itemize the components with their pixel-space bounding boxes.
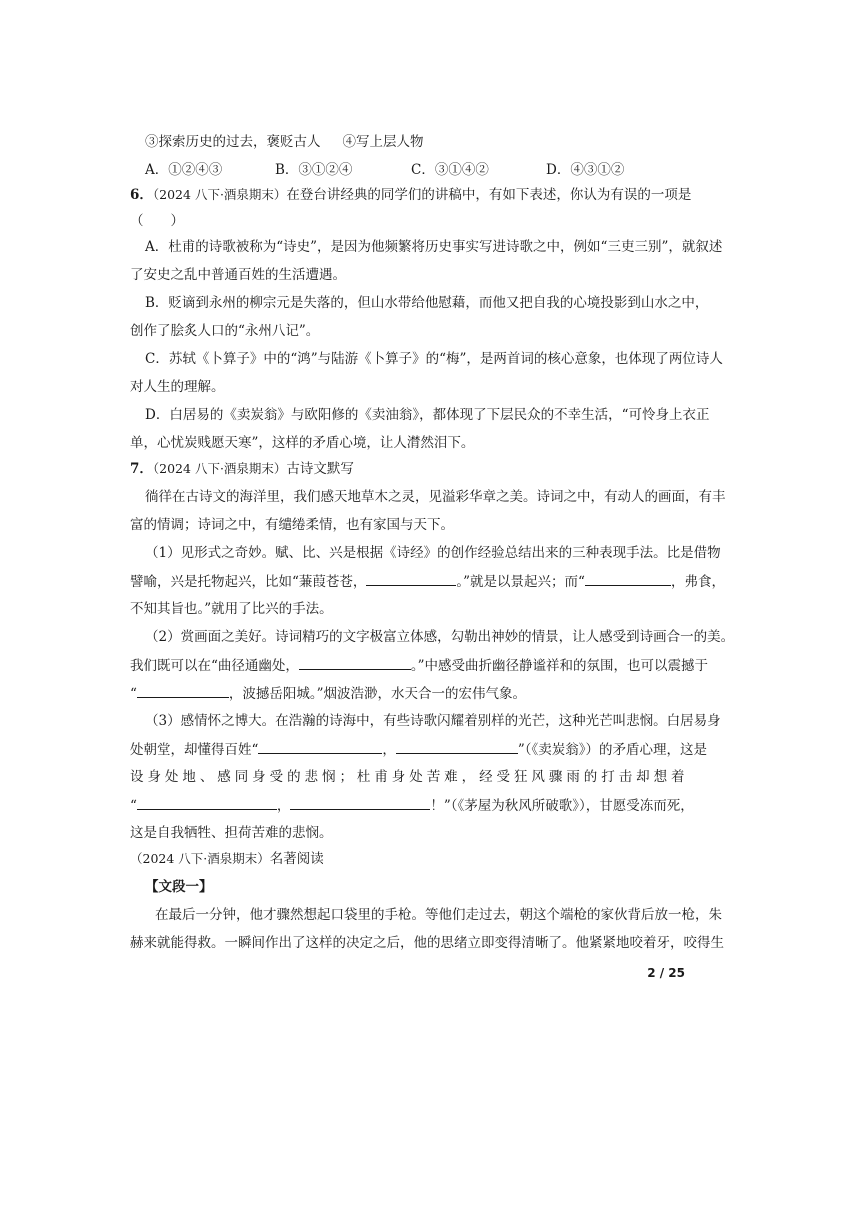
reading-heading <box>130 849 690 869</box>
reading-title: 名著阅读 <box>269 851 324 867</box>
option-a[interactable]: A．①②④③ <box>145 162 223 178</box>
blank-6[interactable] <box>396 739 518 754</box>
q6-option-c[interactable]: C．苏轼《卜算子》中的“鸿”与陆游《卜算子》的“梅”，是两首词的核心意象，也体现了两位诗人 <box>145 351 723 367</box>
blank-5[interactable] <box>258 739 382 754</box>
item-4: ④写上层人物 <box>342 134 424 150</box>
item-3: ③探索历史的过去，褒贬古人 <box>145 134 321 150</box>
q6-option-a[interactable]: A．杜甫的诗歌被称为“诗史”，是因为他频繁将历史事实写进诗歌之中，例如“三吏三别”，就叙述 <box>145 239 723 255</box>
blank-1[interactable] <box>366 571 456 586</box>
q6-option-b[interactable]: B．贬谪到永州的柳宗元是失落的，但山水带给他慰藉，而他又把自我的心境投影到山水之中， <box>145 295 709 311</box>
option-d[interactable]: D．④③①② <box>546 162 625 178</box>
reading-section-label: 【文段一】 <box>145 879 213 895</box>
prev-question-items <box>145 132 705 152</box>
q7-part3-justified-line: 设 身 处 地 、 感 同 身 受 的 悲 悯 ； 杜 甫 身 处 苦 难 ， 经 受 狂 风 骤 雨 的 打 击 却 想 着 <box>130 769 685 785</box>
blank-3[interactable] <box>299 655 411 670</box>
q7-source: （2024 八下·酒泉期末） <box>152 461 287 476</box>
q7-part3: （3）感情怀之博大。在浩瀚的诗海中，有些诗歌闪耀着别样的光芒，这种光芒叫悲悯。白居易身 <box>145 713 721 729</box>
q6-answer-bracket: （ ） <box>130 213 184 229</box>
document-page: ③探索历史的过去，褒贬古人 ④写上层人物 A．①②④③ B．③①②④ C．③①④② D．④③①② 6．（2024 八下·酒泉期末）在登台讲经典的同学们的讲稿中，有如下表述，你认为有误的一项是 （ ） A．杜甫的诗歌被称为“诗史”，是因为他频繁将历史事实写进诗歌之中，例如“三吏三别”，就叙述 了安史之乱中普通百姓的生活遭遇。 B．贬谪到永州的柳宗元是失落的，但山水带给他慰藉，而他又把自我的心境投影到山水之中， 创作了脍炙人口的“永州八记”。 C．苏轼《卜算子》中的“鸿”与陆游《卜算子》的“梅”，是两首词的核心意象，也体现了两位诗人 对人生的理解。 D．白居易的《卖炭翁》与欧阳修的《卖油翁》，都体现了下层民众的不幸生活，“可怜身上衣正 单，心忧炭贱愿天寒”，这样的矛盾心境，让人潸然泪下。 7．（2024 八下·酒泉期末）古诗文默写 徜徉在古诗文的海洋里，我们感天地草木之灵，见溢彩华章之美。诗词之中，有动人的画面，有丰 富的情调；诗词之中，有缱绻柔情，也有家国与天下。 （1）见形式之奇妙。赋、比、兴是根据《诗经》的创作经验总结出来的三种表现手法。比是借物 譬喻，兴是托物起兴，比如“蒹葭苍苍， 。”就是以景起兴；而“ ，弗食， 不知其旨也。”就用了比兴的手法。 （2）赏画面之美好。诗词精巧的文字极富立体感，勾勒出神妙的情景，让人感受到诗画合一的美。 我们既可以在“曲径通幽处， 。”中感受曲折幽径静谧祥和的氛围，也可以震撼于 “ ，波撼岳阳城。”烟波浩渺，水天合一的宏伟气象。 （3）感情怀之博大。在浩瀚的诗海中，有些诗歌闪耀着别样的光芒，这种光芒叫悲悯。白居易身 处朝堂，却懂得百姓“ ， ”（《卖炭翁》）的矛盾心理，这是 设 身 处 地 、 感 同 身 受 的 悲 悯 ； 杜 甫 身 处 苦 难 ， 经 受 狂 风 骤 雨 的 打 击 却 想 着 “ ， ！”（《茅屋为秋风所破歌》），甘愿受冻而死， 这是自我牺牲、担荷苦难的悲悯。 （2024 八下·酒泉期末）名著阅读 【文段一】 在最后一分钟，他才骤然想起口袋里的手枪。等他们走过去，朝这个端枪的家伙背后放一枪，朱 赫来就能得救。一瞬间作出了这样的决定之后，他的思绪立即变得清晰了。他紧紧地咬着牙，咬得生 2 / 25 <box>130 134 735 980</box>
q7-title: 古诗文默写 <box>286 461 354 477</box>
option-c[interactable]: C．③①④② <box>411 162 489 178</box>
option-b[interactable]: B．③①②④ <box>275 162 353 178</box>
q6-option-d[interactable]: D．白居易的《卖炭翁》与欧阳修的《卖油翁》，都体现了下层民众的不幸生活，“可怜身上衣正 <box>145 407 710 423</box>
q6-source: （2024 八下·酒泉期末） <box>152 187 287 202</box>
q6-number: 6． <box>130 187 153 203</box>
reading-source: （2024 八下·酒泉期末） <box>130 851 270 866</box>
q7-intro: 徜徉在古诗文的海洋里，我们感天地草木之灵，见溢彩华章之美。诗词之中，有动人的画面，有丰 <box>145 489 726 505</box>
q7-number: 7． <box>130 461 153 477</box>
q6-stem: 6．（2024 八下·酒泉期末）在登台讲经典的同学们的讲稿中，有如下表述，你认为有误的一项是 <box>130 187 692 203</box>
q7-part1: （1）见形式之奇妙。赋、比、兴是根据《诗经》的创作经验总结出来的三种表现手法。比是借物 <box>145 545 721 561</box>
q7-stem <box>130 459 690 479</box>
blank-4[interactable] <box>137 683 229 698</box>
q7-part2: （2）赏画面之美好。诗词精巧的文字极富立体感，勾勒出神妙的情景，让人感受到诗画合一的美。 <box>145 629 735 645</box>
blank-7[interactable] <box>137 795 277 810</box>
blank-8[interactable] <box>290 795 430 810</box>
blank-2[interactable] <box>585 571 671 586</box>
reading-paragraph: 在最后一分钟，他才骤然想起口袋里的手枪。等他们走过去，朝这个端枪的家伙背后放一枪，朱 <box>155 907 722 923</box>
prev-question-options <box>145 160 685 180</box>
page-number: 2 / 25 <box>647 966 685 980</box>
